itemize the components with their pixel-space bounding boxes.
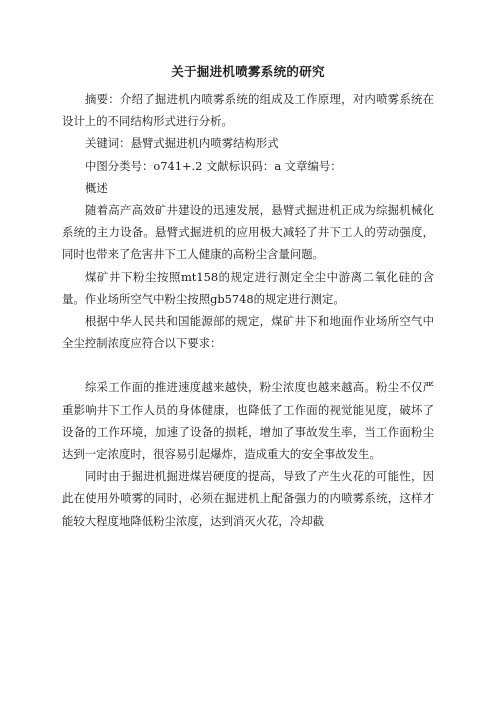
keywords-paragraph: 关键词：悬臂式掘进机内喷雾结构形式 (85, 136, 279, 151)
document-title: 关于掘进机喷雾系统的研究 (171, 64, 325, 79)
section-heading-overview: 概述 (85, 180, 108, 195)
abstract-paragraph: 摘要：介绍了掘进机内喷雾系统的组成及工作原理，对内喷雾系统在设计上的不同结构形式进行分析。 (62, 92, 434, 129)
body-paragraph: 煤矿井下粉尘按照mt158的规定进行测定全尘中游离二氧化硅的含量。作业场所空气中粉尘按照gb5748的规定进行测定。 (62, 269, 434, 306)
classification-paragraph: 中图分类号：o741+.2 文献标识码：a 文章编号： (85, 158, 342, 173)
body-paragraph: 同时由于掘进机掘进煤岩硬度的提高，导致了产生火花的可能性，因此在使用外喷雾的同时，必须在掘进机上配备强力的内喷雾系统，这样才能较大程度地降低粉尘浓度，达到消灭火花，冷却截 (62, 469, 434, 528)
body-paragraph: 根据中华人民共和国能源部的规定，煤矿井下和地面作业场所空气中全尘控制浓度应符合以下要求： (62, 314, 434, 351)
body-paragraph: 随着高产高效矿井建设的迅速发展，悬臂式掘进机正成为综掘机械化系统的主力设备。悬臂式掘进机的应用极大减轻了井下工人的劳动强度，同时也带来了危害井下工人健康的高粉尘含量问题。 (62, 203, 434, 262)
document-body (62, 88, 434, 532)
body-paragraph: 综采工作面的推进速度越来越快，粉尘浓度也越来越高。粉尘不仅严重影响井下工作人员的身体健康，也降低了工作面的视觉能见度，破坏了设备的工作环境，加速了设备的损耗，增加了事故发生率，当工作面粉尘达到一定浓度时，很容易引起爆炸，造成重大的安全事故发生。 (62, 380, 434, 462)
